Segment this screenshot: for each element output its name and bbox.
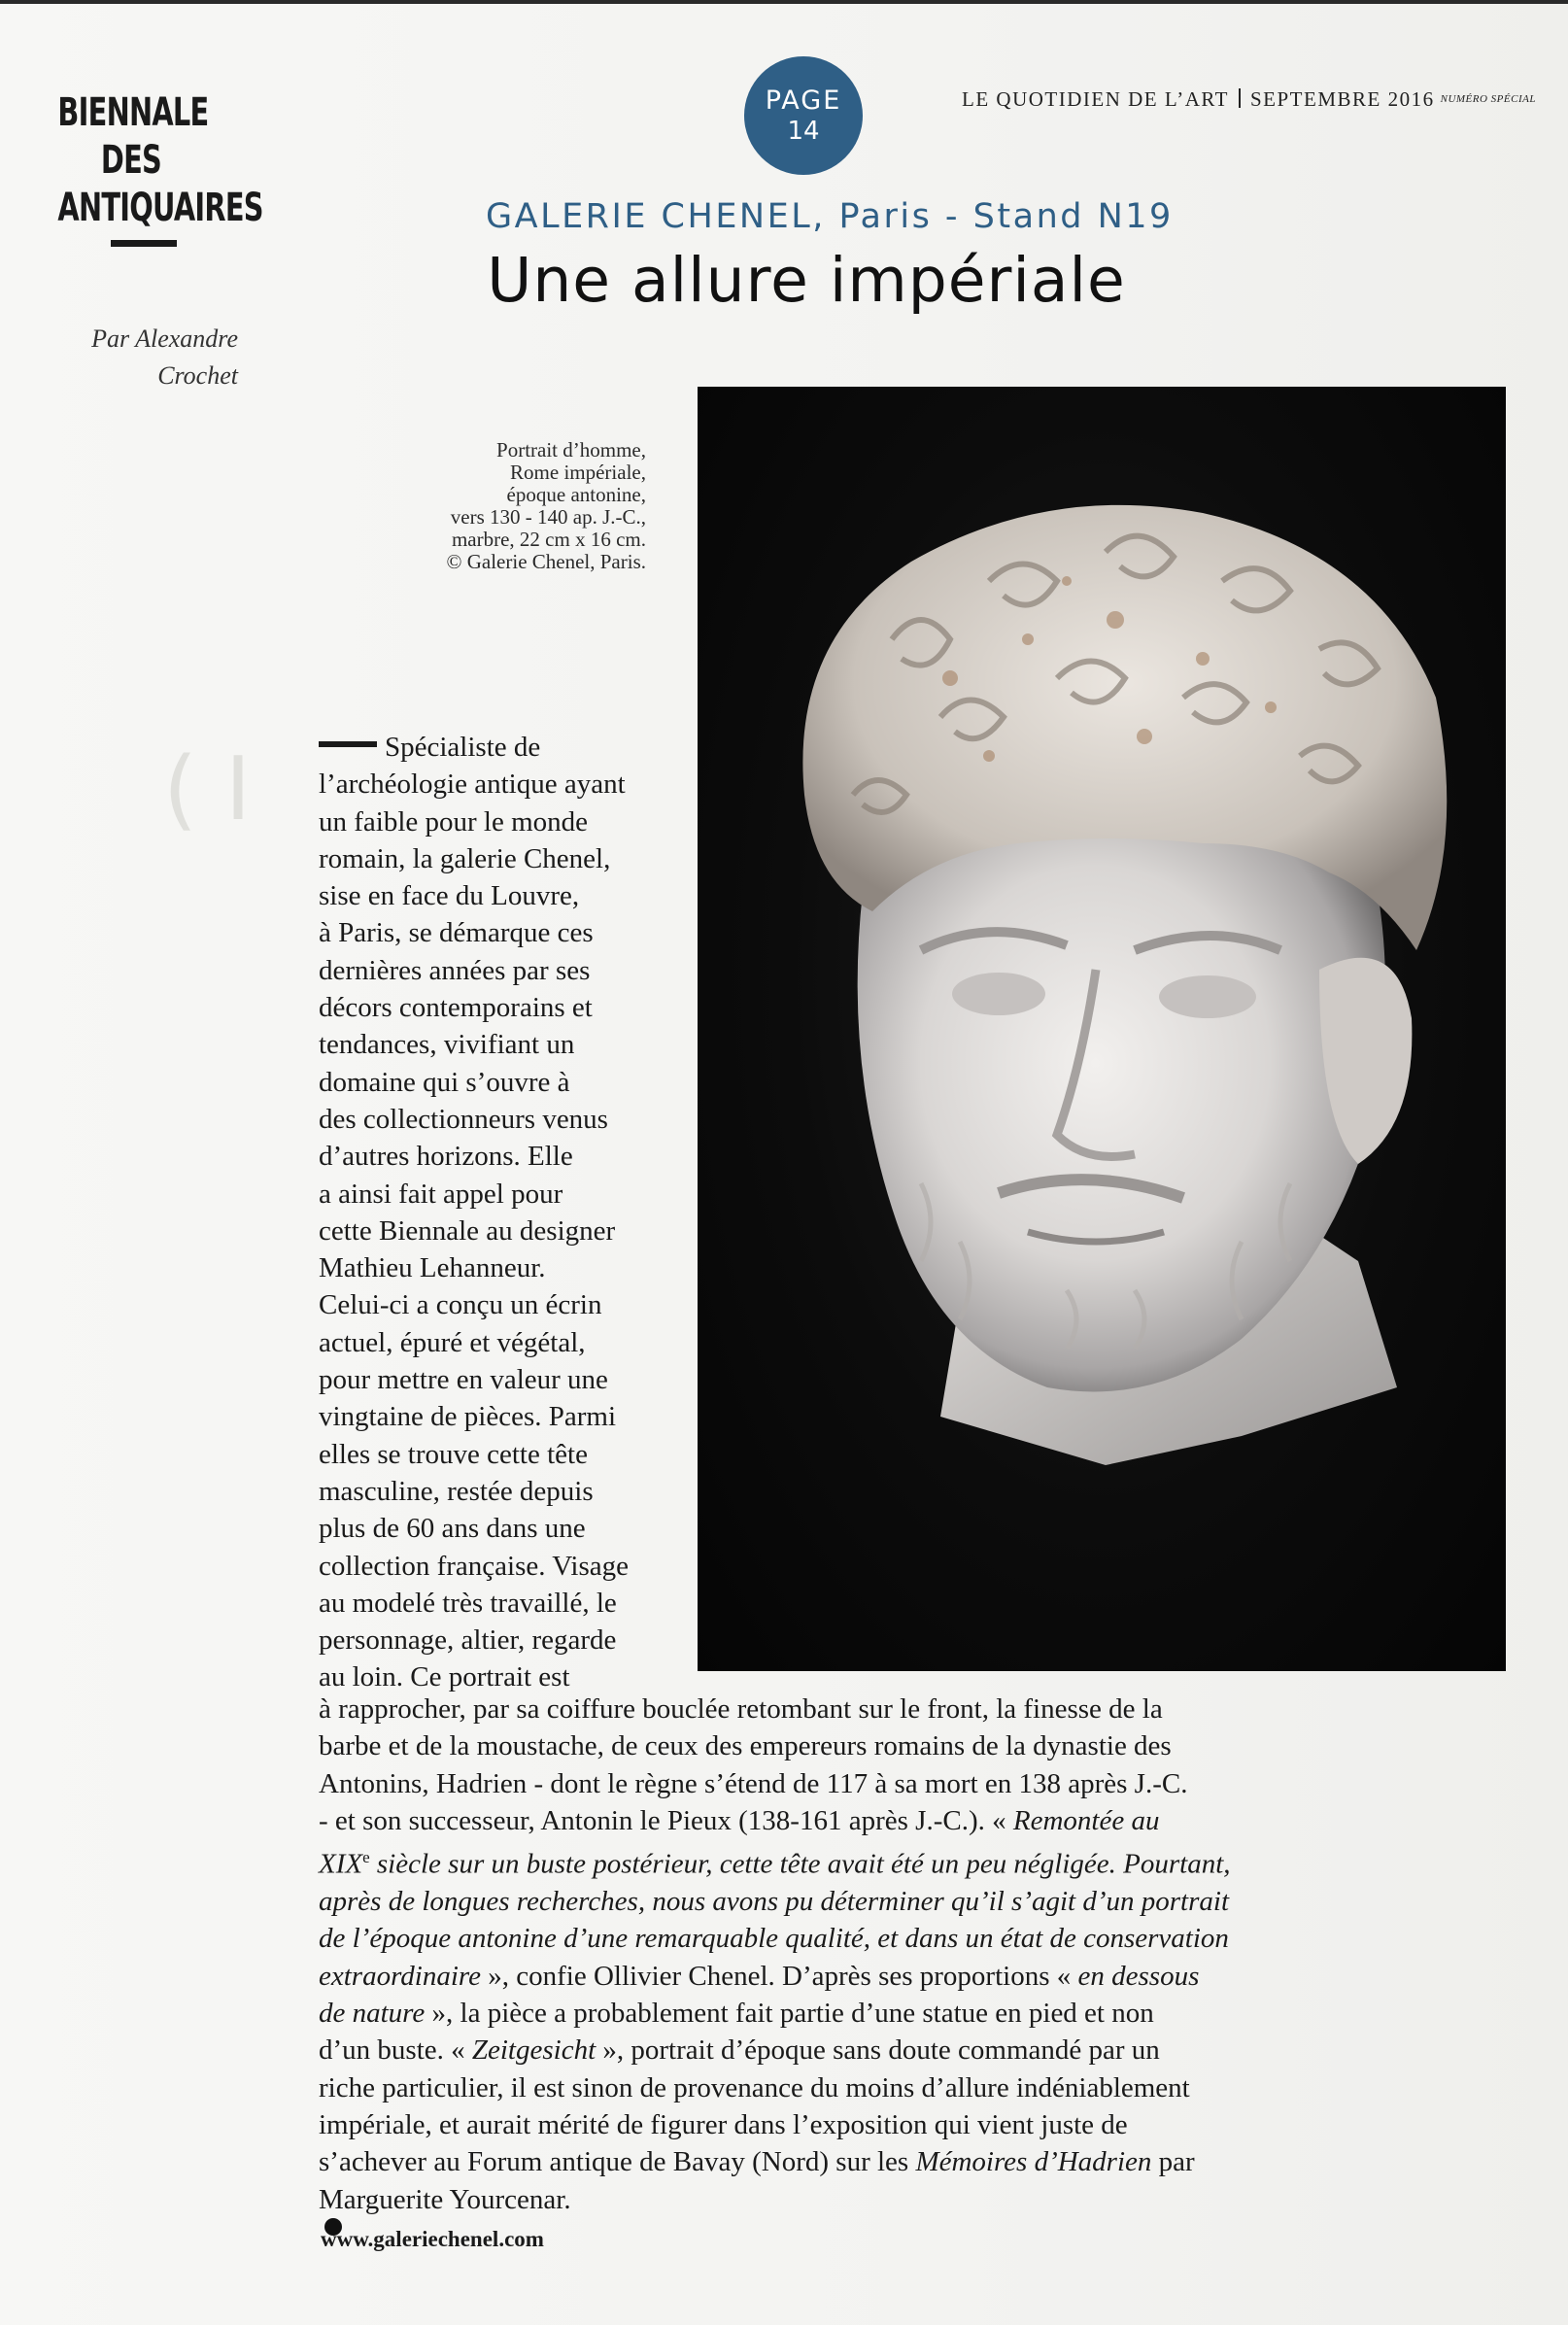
publication-name: LE QUOTIDIEN DE L’ART — [962, 87, 1229, 111]
body-line: d’autres horizons. Elle — [319, 1141, 573, 1173]
body-line: à Paris, se démarque ces — [319, 917, 594, 949]
quote-text: extraordinaire — [319, 1960, 481, 1992]
article-kicker: GALERIE CHENEL, Paris - Stand N19 — [486, 197, 1174, 236]
body-line: des collectionneurs venus — [319, 1103, 608, 1135]
body-line: tendances, vivifiant un — [319, 1029, 575, 1061]
body-line: sise en face du Louvre, — [319, 880, 580, 912]
quote-text: Remontée au — [1012, 1804, 1160, 1836]
article-headline: Une allure impériale — [487, 245, 1126, 316]
header-separator — [1239, 88, 1241, 108]
caption-line: Portrait d’homme, — [496, 438, 646, 462]
quote-text: après de longues recherches, nous avons pu déterminer qu’il s’agit d’un portrait — [319, 1886, 1230, 1918]
body-line — [319, 1802, 1290, 1839]
body-line — [319, 1995, 1290, 2032]
body-line: cette Biennale au designer — [319, 1214, 616, 1247]
section-rule — [111, 240, 177, 247]
quote-text: siècle sur un buste postérieur, cette tête avait été un peu négligée. Pourtant, — [369, 1848, 1231, 1880]
body-text: - et son successeur, Antonin le Pieux (138-161 après J.-C.). « — [319, 1804, 1013, 1836]
photo-caption — [389, 439, 646, 573]
body-line: domaine qui s’ouvre à — [319, 1066, 570, 1098]
gallery-website-link[interactable]: www.galeriechenel.com — [321, 2227, 544, 2251]
body-line: collection française. Visage — [319, 1550, 629, 1582]
body-line: à rapprocher, par sa coiffure bouclée retombant sur le front, la finesse de la — [319, 1693, 1163, 1725]
body-line: au loin. Ce portrait est — [319, 1661, 570, 1693]
body-text: », confie Ollivier Chenel. D’après ses proportions « — [481, 1960, 1078, 1992]
lead-dash — [319, 741, 377, 747]
quote-text: de nature — [319, 1998, 426, 2030]
byline-line: Crochet — [157, 361, 238, 390]
body-text: par — [1151, 2146, 1195, 2178]
body-text: Marguerite Yourcenar. — [319, 2183, 571, 2215]
body-line: décors contemporains et — [319, 992, 593, 1024]
body-line: dernières années par ses — [319, 954, 591, 986]
body-line — [319, 1839, 1290, 1883]
caption-line: © Galerie Chenel, Paris. — [446, 550, 646, 573]
body-line — [319, 1920, 1290, 1957]
body-line: Mathieu Lehanneur. — [319, 1252, 546, 1284]
body-line: plus de 60 ans dans une — [319, 1513, 586, 1545]
body-line: personnage, altier, regarde — [319, 1624, 617, 1657]
quote-text: en dessous — [1077, 1960, 1200, 1992]
body-line: a ainsi fait appel pour — [319, 1178, 563, 1210]
body-line: vingtaine de pièces. Parmi — [319, 1401, 617, 1433]
section-title-line: DES — [100, 138, 162, 183]
section-title-line: ANTIQUAIRES — [57, 186, 263, 230]
marble-portrait-photo — [698, 387, 1506, 1671]
body-line: Celui-ci a conçu un écrin — [319, 1289, 602, 1321]
body-text: s’achever au Forum antique de Bavay (Nord) sur les — [319, 2146, 916, 2178]
running-header — [962, 87, 1545, 112]
caption-line: époque antonine, — [506, 483, 646, 506]
edition-label: NUMÉRO SPÉCIAL — [1440, 93, 1536, 105]
page-label: PAGE — [765, 85, 842, 116]
book-title: Mémoires d’Hadrien — [915, 2146, 1152, 2178]
body-line: riche particulier, il est sinon de provenance du moins d’allure indéniablement — [319, 2071, 1190, 2103]
bleed-through-mark: ( I — [163, 738, 252, 840]
quote-text: XIX — [319, 1848, 363, 1880]
section-title-line: BIENNALE — [57, 90, 209, 135]
quote-text: Zeitgesicht — [471, 2034, 597, 2067]
body-line: barbe et de la moustache, de ceux des empereurs romains de la dynastie des — [319, 1730, 1172, 1762]
caption-line: marbre, 22 cm x 16 cm. — [451, 528, 646, 551]
body-line — [319, 2143, 1290, 2180]
page-number: 14 — [787, 117, 820, 146]
marble-head-illustration — [698, 387, 1506, 1671]
body-line — [319, 2032, 1290, 2069]
page-number-badge — [744, 56, 863, 175]
body-line: impériale, et aurait mérité de figurer dans l’exposition qui vient juste de — [319, 2108, 1128, 2140]
byline-line: Par Alexandre — [91, 325, 238, 353]
body-line — [319, 1883, 1290, 1920]
issue-date: SEPTEMBRE 2016 — [1250, 87, 1435, 111]
body-line: elles se trouve cette tête — [319, 1438, 588, 1470]
caption-line: vers 130 - 140 ap. J.-C., — [450, 505, 646, 529]
article-body-narrow — [319, 729, 668, 1696]
body-text: Spécialiste de — [385, 732, 541, 763]
body-line: masculine, restée depuis — [319, 1475, 594, 1507]
body-line: au modelé très travaillé, le — [319, 1587, 617, 1619]
body-line: actuel, épuré et végétal, — [319, 1326, 586, 1358]
body-line: l’archéologie antique ayant — [319, 769, 626, 801]
body-text: », la pièce a probablement fait partie d’une statue en pied et non — [425, 1998, 1154, 2030]
section-title — [57, 89, 263, 232]
body-line — [319, 729, 668, 766]
superscript: e — [362, 1848, 370, 1867]
body-line: pour mettre en valeur une — [319, 1364, 608, 1396]
body-text: d’un buste. « — [319, 2034, 472, 2067]
caption-line: Rome impériale, — [510, 461, 646, 484]
body-line: romain, la galerie Chenel, — [319, 842, 611, 874]
byline — [39, 321, 238, 394]
top-rule — [0, 0, 1568, 4]
body-line — [319, 1958, 1290, 1995]
quote-text: de l’époque antonine d’une remarquable qualité, et dans un état de conservation — [319, 1923, 1229, 1955]
article-body-wide — [319, 1691, 1290, 2236]
body-line: un faible pour le monde — [319, 805, 589, 838]
body-line: Antonins, Hadrien - dont le règne s’étend de 117 à sa mort en 138 après J.-C. — [319, 1767, 1188, 1799]
body-text: », portrait d’époque sans doute commandé par un — [596, 2034, 1160, 2067]
